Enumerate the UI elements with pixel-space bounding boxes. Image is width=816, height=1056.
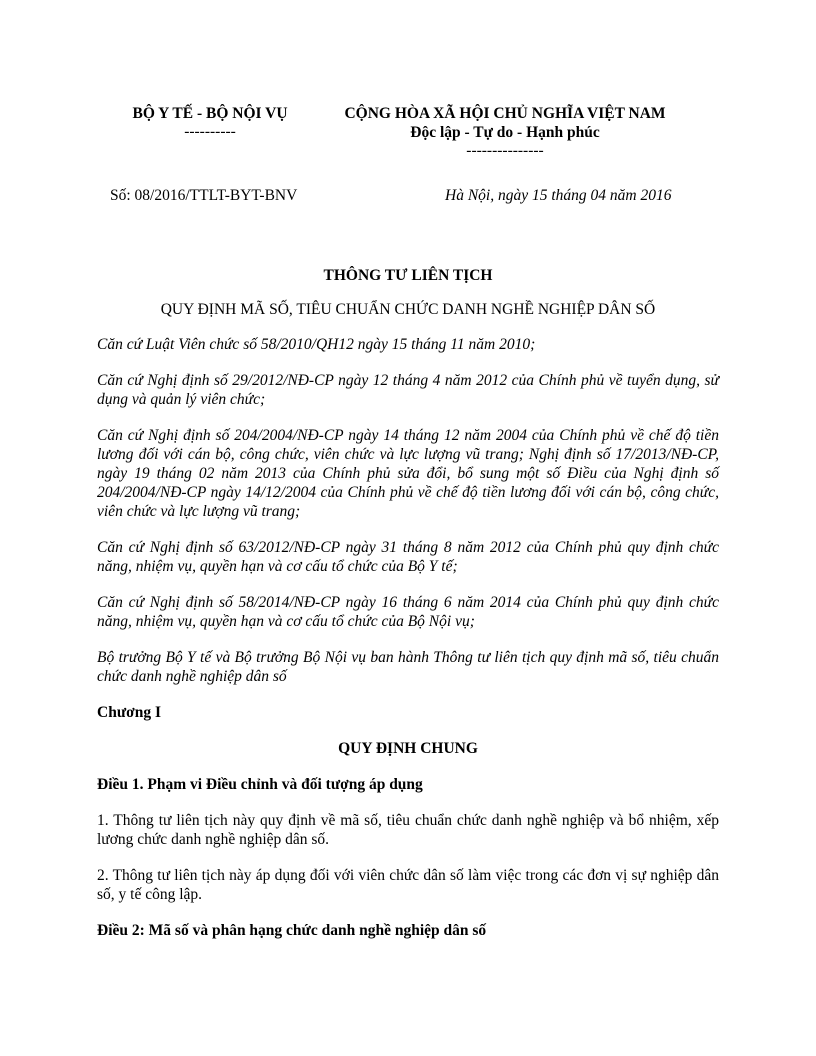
article-1-clause-2: 2. Thông tư liên tịch này áp dụng đối với viên chức dân số làm việc trong các đơn vị sự nghiệp dân số, y tế công lập.	[97, 867, 719, 903]
agency-name: BỘ Y TẾ - BỘ NỘI VỤ	[132, 105, 288, 122]
country-name: CỘNG HÒA XÃ HỘI CHỦ NGHĨA VIỆT NAM	[344, 105, 666, 122]
article-2-heading: Điều 2: Mã số và phân hạng chức danh nghề nghiệp dân số	[97, 922, 487, 939]
document-type: THÔNG TƯ LIÊN TỊCH	[323, 267, 493, 284]
preamble-item: Bộ trưởng Bộ Y tế và Bộ trưởng Bộ Nội vụ ban hành Thông tư liên tịch quy định mã số, tiêu chuẩn chức danh nghề nghiệp dân số	[97, 649, 719, 685]
agency-block	[110, 104, 310, 140]
national-header	[330, 104, 680, 159]
document-number: Số: 08/2016/TTLT-BYT-BNV	[110, 187, 298, 204]
motto-underline: ---------------	[466, 142, 544, 159]
national-motto: Độc lập - Tự do - Hạnh phúc	[410, 124, 600, 141]
preamble-item: Căn cứ Nghị định số 204/2004/NĐ-CP ngày 14 tháng 12 năm 2004 của Chính phủ về chế độ tiền lương đối với cán bộ, công chức, viên chức và lực lượng vũ trang; Nghị định số 17/2013/NĐ-CP, ngày 19 tháng 02 năm 2013 của Chính phủ sửa đổi, bổ sung một số Điều của Nghị định số 204/2004/NĐ-CP ngày 14/12/2004 của Chính phủ về chế độ tiền lương đối với cán bộ, công chức, viên chức và lực lượng vũ trang;	[97, 427, 719, 520]
place-and-date: Hà Nội, ngày 15 tháng 04 năm 2016	[445, 187, 672, 204]
article-1-clause-1: 1. Thông tư liên tịch này quy định về mã số, tiêu chuẩn chức danh nghề nghiệp và bổ nhiệm, xếp lương chức danh nghề nghiệp dân số.	[97, 812, 719, 848]
document-body	[97, 266, 719, 957]
preamble-item: Căn cứ Nghị định số 63/2012/NĐ-CP ngày 31 tháng 8 năm 2012 của Chính phủ quy định chức năng, nhiệm vụ, quyền hạn và cơ cấu tổ chức của Bộ Y tế;	[97, 539, 719, 575]
preamble-item: Căn cứ Nghị định số 29/2012/NĐ-CP ngày 12 tháng 4 năm 2012 của Chính phủ về tuyển dụng, sử dụng và quản lý viên chức;	[97, 372, 719, 408]
preamble-item: Căn cứ Luật Viên chức số 58/2010/QH12 ngày 15 tháng 11 năm 2010;	[97, 336, 536, 353]
agency-underline: ----------	[184, 123, 236, 140]
chapter-label: Chương I	[97, 704, 161, 721]
chapter-title: QUY ĐỊNH CHUNG	[338, 740, 478, 757]
article-1-heading: Điều 1. Phạm vi Điều chỉnh và đối tượng áp dụng	[97, 776, 423, 793]
preamble-item: Căn cứ Nghị định số 58/2014/NĐ-CP ngày 16 tháng 6 năm 2014 của Chính phủ quy định chức năng, nhiệm vụ, quyền hạn và cơ cấu tổ chức của Bộ Nội vụ;	[97, 594, 719, 630]
document-subject: QUY ĐỊNH MÃ SỐ, TIÊU CHUẨN CHỨC DANH NGHỀ NGHIỆP DÂN SỐ	[160, 301, 656, 318]
